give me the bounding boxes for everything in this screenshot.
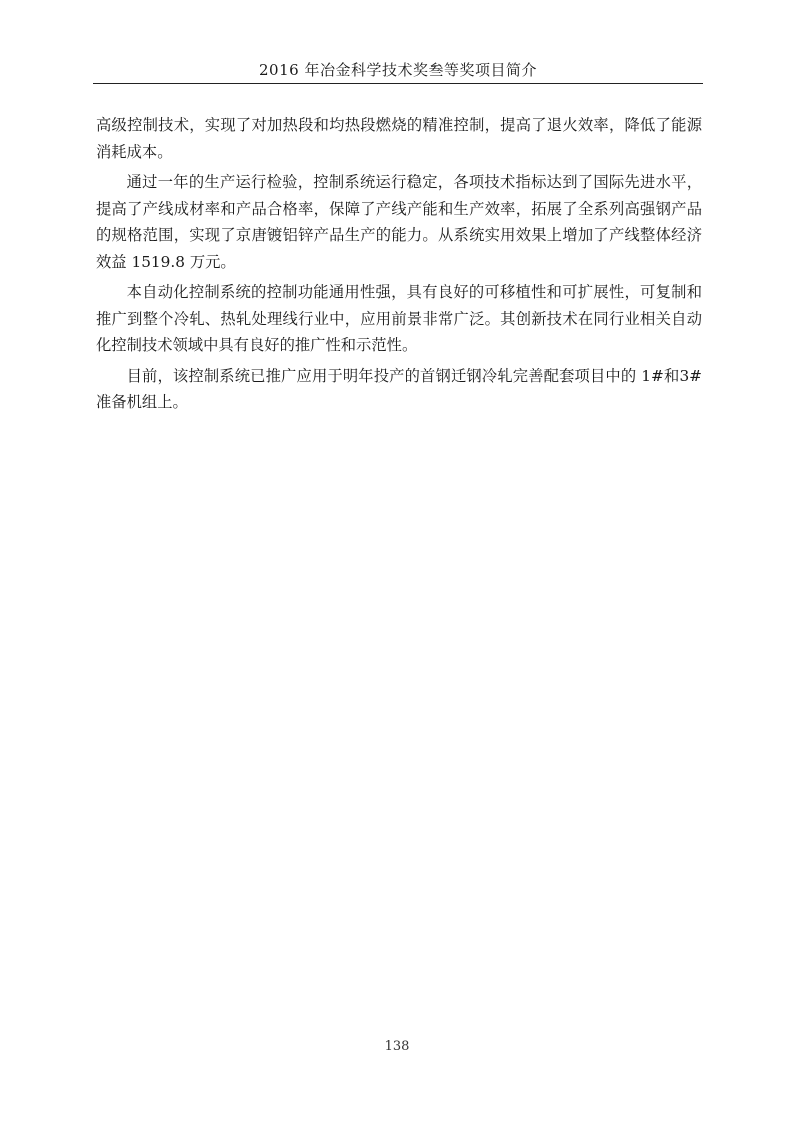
paragraph-2: 通过一年的生产运行检验，控制系统运行稳定，各项技术指标达到了国际先进水平，提高了产线成材率和产品合格率，保障了产线产能和生产效率，拓展了全系列高强钢产品的规格范围，实现了京唐镀铝锌产品生产的能力。从系统实用效果上增加了产线整体经济效益 1519.8 万元。 (96, 173, 702, 271)
document-body (96, 112, 702, 420)
paragraph-1: 高级控制技术，实现了对加热段和均热段燃烧的精准控制，提高了退火效率，降低了能源消耗成本。 (96, 116, 702, 161)
page-number: 138 (384, 1039, 410, 1054)
page-header-title: 2016 年冶金科学技术奖叁等奖项目简介 (259, 61, 537, 79)
header-divider (93, 83, 703, 84)
paragraph-3: 本自动化控制系统的控制功能通用性强，具有良好的可移植性和可扩展性，可复制和推广到整个冷轧、热轧处理线行业中，应用前景非常广泛。其创新技术在同行业相关自动化控制技术领域中具有良好的推广性和示范性。 (96, 283, 702, 354)
paragraph-4: 目前，该控制系统已推广应用于明年投产的首钢迁钢冷轧完善配套项目中的 1#和3#准备机组上。 (96, 366, 702, 411)
